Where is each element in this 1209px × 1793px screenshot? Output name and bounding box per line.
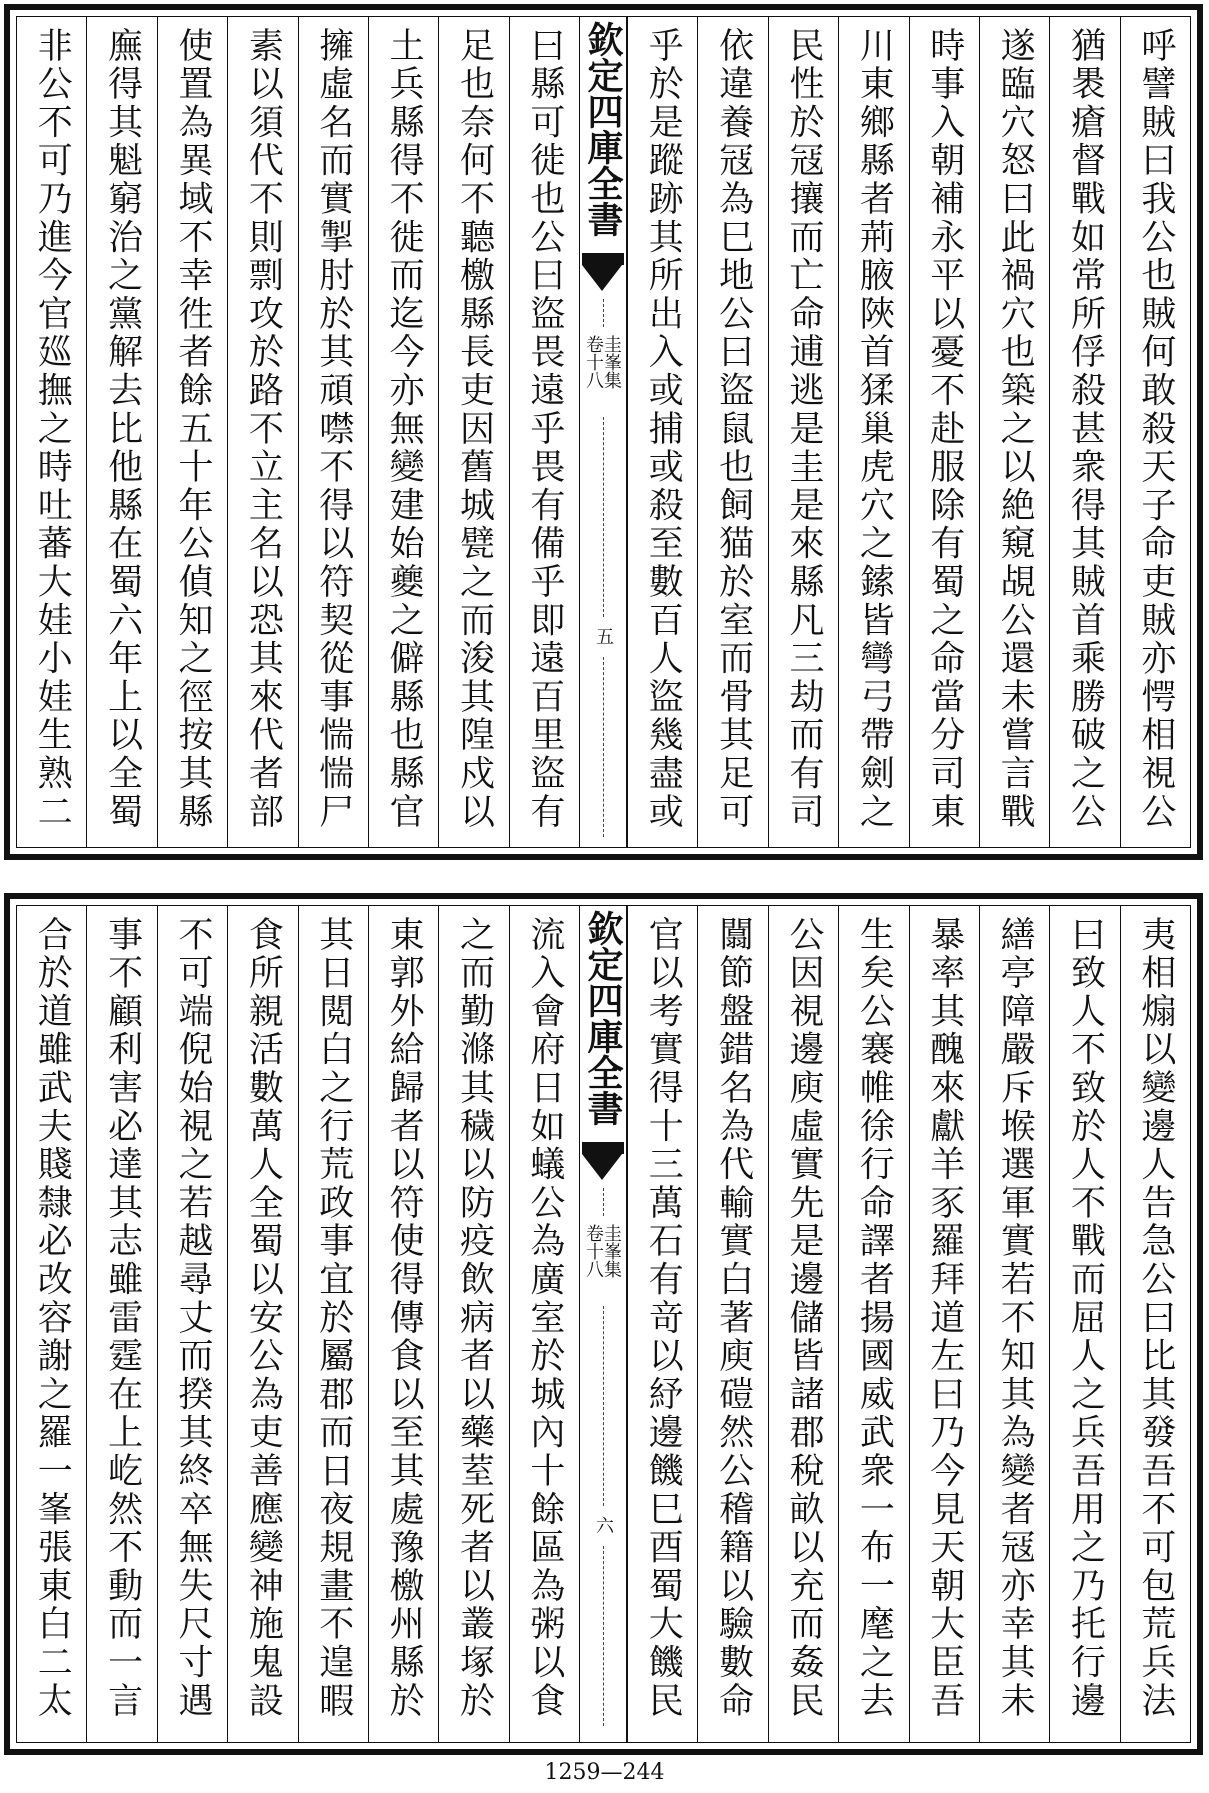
column-text: 事不顧利害必達其志雖雷霆在上屹然不動而一言 [102, 916, 143, 1721]
text-column [438, 17, 508, 847]
column-text: 生矣公褰帷徐行命譯者揚國威武衆一布一麾之去 [854, 916, 895, 1721]
column-text: 合於道雖武夫賤隸必改容謝之羅一峯張東白二太 [32, 916, 73, 1721]
text-column [298, 906, 368, 1742]
bottom-page-frame [4, 893, 1203, 1755]
text-column [509, 906, 579, 1742]
column-text: 食所親活數萬人全蜀以安公為吏善應變神施鬼設 [243, 916, 284, 1721]
volume-label: 卷十八 [583, 335, 604, 389]
column-text: 之而勤滌其穢以防疫飲病者以藥荎死者以叢塚於 [454, 916, 495, 1721]
column-text: 流入會府日如蟻公為廣室於城內十餘區為粥以食 [524, 916, 565, 1721]
text-column [627, 906, 697, 1742]
column-text: 遂臨穴怒曰此禍穴也築之以絶窺覘公還未嘗言戰 [995, 27, 1036, 832]
column-text: 非公不可乃進今官廵撫之時吐蕃大娃小娃生熟二 [32, 27, 73, 832]
text-column [227, 906, 297, 1742]
column-text: 素以須代不則剽攻於路不立主名以恐其來代者部 [243, 27, 284, 832]
text-column [157, 17, 227, 847]
text-column [1049, 906, 1119, 1742]
text-column [909, 906, 979, 1742]
column-text: 曰致人不致於人不戰而屈人之兵吾用之乃托行邊 [1065, 916, 1106, 1721]
column-text: 民性於冦攘而亡命逋逃是圭是來縣凡三劫而有司 [783, 27, 824, 832]
text-column [509, 17, 579, 847]
text-column [1049, 17, 1119, 847]
text-column [979, 906, 1049, 1742]
column-text: 廡得其魁窮治之黨解去比他縣在蜀六年上以全蜀 [102, 27, 143, 832]
text-column [17, 906, 86, 1742]
text-column [768, 17, 838, 847]
text-column [368, 906, 438, 1742]
volume-label: 卷十八 [583, 1224, 604, 1278]
text-column [697, 906, 767, 1742]
text-column [86, 17, 156, 847]
book-title: 欽定四庫全書 [582, 910, 624, 1126]
column-text: 足也奈何不聽檄縣長吏因舊城甓之而浚其隍戍以 [454, 27, 495, 832]
center-strip [579, 906, 627, 1742]
text-column [768, 906, 838, 1742]
text-column [909, 17, 979, 847]
column-text: 依違養冦為巳地公曰盜鼠也飼猫於室而骨其足可 [713, 27, 754, 832]
text-column [17, 17, 86, 847]
text-column [627, 17, 697, 847]
text-column [838, 17, 908, 847]
top-page-columns [17, 17, 1190, 847]
column-text: 擁虛名而實掣肘於其頑噤不得以符契從事惴惴尸 [313, 27, 354, 832]
column-text: 公因視邊庾虛實先是邊儲皆諸郡稅畝以充而姦民 [783, 916, 824, 1721]
text-column [438, 906, 508, 1742]
bottom-page [0, 893, 1209, 1755]
text-column [697, 17, 767, 847]
column-text: 土兵縣得不徙而迄今亦無變建始夔之僻縣也縣官 [384, 27, 425, 832]
fish-tail-mark [582, 1142, 624, 1180]
top-page [0, 0, 1209, 860]
column-text: 夷相煽以變邊人告急公曰比其發吾不可包荒兵法 [1135, 916, 1176, 1721]
column-text: 使置為異域不幸徃者餘五十年公偵知之徑按其縣 [172, 27, 213, 832]
collection-name: 圭峯集 [601, 1224, 622, 1278]
column-text: 官以考實得十三萬石有竒以紓邊饑巳酉蜀大饑民 [643, 916, 684, 1721]
column-text: 猶褁瘡督戰如常所俘殺甚衆得其賊首乘勝破之公 [1065, 27, 1106, 832]
column-text: 暴率其醜來獻羊豕羅拜道左曰乃今見天朝大臣吾 [924, 916, 965, 1721]
text-column [368, 17, 438, 847]
book-title: 欽定四庫全書 [582, 21, 624, 237]
page-code: 1259—244 [544, 1760, 665, 1785]
column-text: 乎於是蹤跡其所出入或捕或殺至數百人盜幾盡或 [643, 27, 684, 832]
column-text: 東郭外給歸者以符使得傳食以至其處豫檄州縣於 [384, 916, 425, 1721]
column-text: 繕亭障嚴斥堠選軍實若不知其為變者冦亦幸其未 [995, 916, 1036, 1721]
fish-tail-mark [582, 253, 624, 291]
top-page-frame [4, 4, 1203, 860]
leaf-number: 五 [593, 627, 614, 645]
leaf-number: 六 [593, 1516, 614, 1534]
column-text: 呼譬賊曰我公也賊何敢殺天子命吏賊亦愕相視公 [1135, 27, 1176, 832]
column-text: 時事入朝補永平以憂不赴服除有蜀之命當分司東 [924, 27, 965, 832]
text-column [838, 906, 908, 1742]
bottom-page-columns [17, 906, 1190, 1742]
text-column [1120, 17, 1190, 847]
text-column [157, 906, 227, 1742]
column-text: 曰縣可徙也公曰盜畏遠乎畏有備乎即遠百里盜有 [524, 27, 565, 832]
text-column [227, 17, 297, 847]
column-text: 其日閲白之行荒政事宜於屬郡而日夜規畫不遑暇 [313, 916, 354, 1721]
text-column [86, 906, 156, 1742]
text-column [979, 17, 1049, 847]
column-text: 川東鄉縣者荊腋陜首猱巢虎穴之鎍皆彎弓帶劍之 [854, 27, 895, 832]
text-column [298, 17, 368, 847]
text-column [1120, 906, 1190, 1742]
column-text: 不可端倪始視之若越尋丈而揆其終卒無失尺寸遇 [172, 916, 213, 1721]
column-text: 闒節盤錯名為代輸實白著庾磑然公稽籍以驗數命 [713, 916, 754, 1721]
center-strip [579, 17, 627, 847]
collection-name: 圭峯集 [601, 335, 622, 389]
